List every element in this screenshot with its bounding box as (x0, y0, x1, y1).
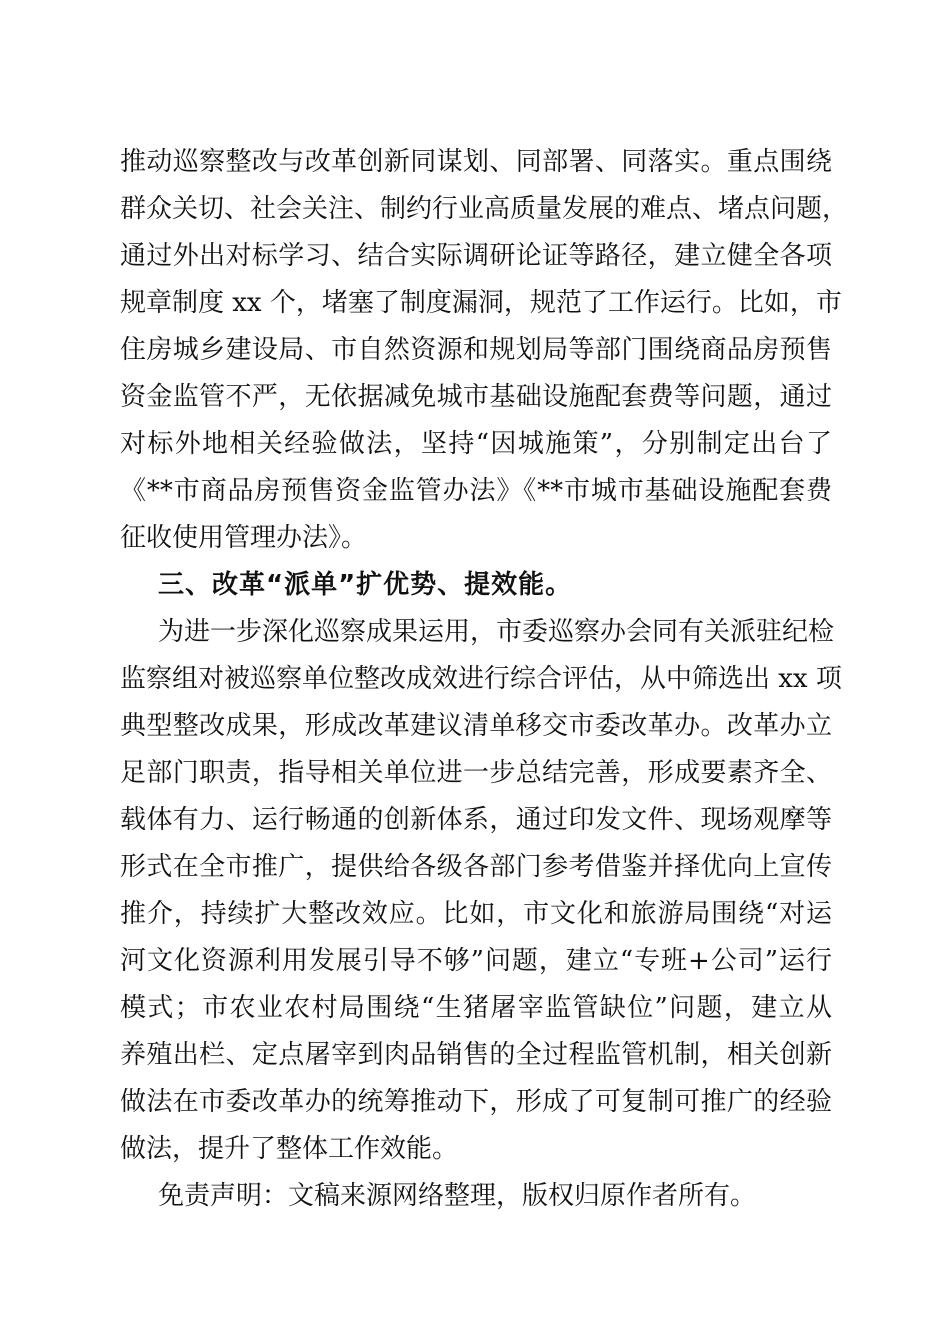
paragraph-2-line-8: 河文化资源利用发展引导不够”问题，建立“专班+公司”运行 (120, 946, 832, 976)
paragraph-2-line-12: 做法，提升了整体工作效能。 (120, 1134, 459, 1164)
paragraph-2-line-4: 足部门职责，指导相关单位进一步总结完善，形成要素齐全、 (120, 758, 832, 788)
disclaimer: 免责声明：文稿来源网络整理，版权归原作者所有。 (158, 1181, 757, 1211)
paragraph-2-line-2: 监察组对被巡察单位整改成效进行综合评估，从中筛选出 xx 项 (120, 664, 842, 694)
paragraph-1-line-4: 规章制度 xx 个，堵塞了制度漏洞，规范了工作运行。比如，市 (120, 288, 842, 318)
paragraph-2-line-10: 养殖出栏、定点屠宰到肉品销售的全过程监管机制，相关创新 (120, 1040, 832, 1070)
paragraph-1-line-3: 通过外出对标学习、结合实际调研论证等路径，建立健全各项 (120, 241, 832, 271)
paragraph-1-line-7: 对标外地相关经验做法，坚持“因城施策”，分别制定出台了 (120, 429, 832, 459)
paragraph-1-line-2: 群众关切、社会关注、制约行业高质量发展的难点、堵点问题， (120, 194, 849, 224)
paragraph-2-line-1: 为进一步深化巡察成果运用，市委巡察办会同有关派驻纪检 (158, 617, 835, 647)
paragraph-2-line-6: 形式在全市推广，提供给各级各部门参考借鉴并择优向上宣传 (120, 852, 832, 882)
paragraph-1-line-9: 征收使用管理办法》。 (120, 523, 368, 553)
paragraph-2-line-7: 推介，持续扩大整改效应。比如，市文化和旅游局围绕“对运 (120, 899, 832, 929)
paragraph-2-line-11: 做法在市委改革办的统筹推动下，形成了可复制可推广的经验 (120, 1087, 832, 1117)
paragraph-2-line-3: 典型整改成果，形成改革建议清单移交市委改革办。改革办立 (120, 711, 832, 741)
paragraph-1-line-1: 推动巡察整改与改革创新同谋划、同部署、同落实。重点围绕 (120, 147, 832, 177)
paragraph-2-line-9: 模式；市农业农村局围绕“生猪屠宰监管缺位”问题，建立从 (120, 993, 832, 1023)
section-heading: 三、改革“派单”扩优势、提效能。 (158, 570, 573, 600)
paragraph-1-line-6: 资金监管不严，无依据减免城市基础设施配套费等问题，通过 (120, 382, 832, 412)
paragraph-1-line-8: 《**市商品房预售资金监管办法》《**市城市基础设施配套费 (120, 476, 832, 506)
paragraph-1-line-5: 住房城乡建设局、市自然资源和规划局等部门围绕商品房预售 (120, 335, 832, 365)
paragraph-2-line-5: 载体有力、运行畅通的创新体系，通过印发文件、现场观摩等 (120, 805, 832, 835)
